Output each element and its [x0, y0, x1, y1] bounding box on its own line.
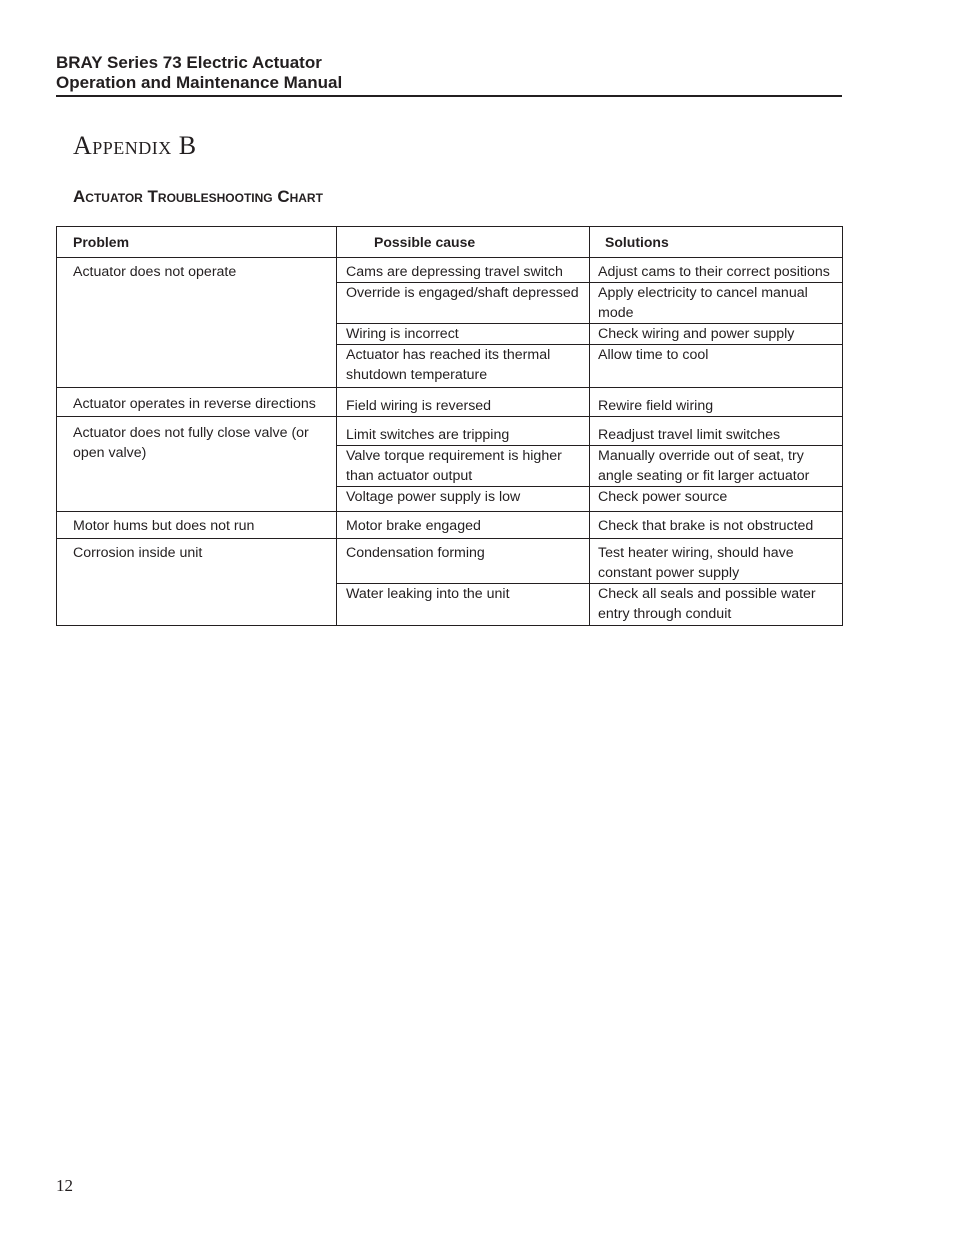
- document-header: [56, 53, 842, 93]
- solution-cell: Rewire field wiring: [590, 388, 843, 417]
- cause-cell: Wiring is incorrect: [337, 324, 590, 345]
- solution-cell: Test heater wiring, should have constant power supply: [590, 539, 843, 584]
- table-row: [57, 417, 843, 446]
- problem-cell: Actuator does not fully close valve (or open valve): [57, 417, 337, 512]
- table-row: [57, 388, 843, 417]
- cause-cell: Condensation forming: [337, 539, 590, 584]
- solution-cell: Check all seals and possible water entry through conduit: [590, 584, 843, 626]
- troubleshooting-table: [56, 226, 843, 626]
- solution-cell: Check that brake is not obstructed: [590, 512, 843, 539]
- table-header-row: [57, 227, 843, 258]
- header-title: BRAY Series 73 Electric Actuator: [56, 53, 322, 72]
- cause-cell: Field wiring is reversed: [337, 388, 590, 417]
- chart-title: Actuator Troubleshooting Chart: [73, 187, 323, 206]
- cause-cell: Valve torque requirement is higher than actuator output: [337, 446, 590, 487]
- problem-cell: Corrosion inside unit: [57, 539, 337, 626]
- table-row: [57, 512, 843, 539]
- column-header-cause: Possible cause: [337, 227, 590, 258]
- solution-cell: Readjust travel limit switches: [590, 417, 843, 446]
- solution-cell: Manually override out of seat, try angle seating or fit larger actuator: [590, 446, 843, 487]
- solution-cell: Check power source: [590, 487, 843, 512]
- problem-cell: Actuator does not operate: [57, 258, 337, 388]
- problem-cell: Motor hums but does not run: [57, 512, 337, 539]
- problem-cell: Actuator operates in reverse directions: [57, 388, 337, 417]
- table-row: [57, 258, 843, 283]
- cause-cell: Water leaking into the unit: [337, 584, 590, 626]
- cause-cell: Actuator has reached its thermal shutdown temperature: [337, 345, 590, 388]
- header-subtitle: Operation and Maintenance Manual: [56, 73, 343, 92]
- column-header-problem: Problem: [57, 227, 337, 258]
- cause-cell: Cams are depressing travel switch: [337, 258, 590, 283]
- solution-cell: Apply electricity to cancel manual mode: [590, 283, 843, 324]
- cause-cell: Override is engaged/shaft depressed: [337, 283, 590, 324]
- solution-cell: Allow time to cool: [590, 345, 843, 388]
- table-row: [57, 539, 843, 584]
- page-number: 12: [56, 1176, 73, 1195]
- solution-cell: Check wiring and power supply: [590, 324, 843, 345]
- appendix-title: Appendix B: [73, 131, 197, 160]
- cause-cell: Limit switches are tripping: [337, 417, 590, 446]
- solution-cell: Adjust cams to their correct positions: [590, 258, 843, 283]
- cause-cell: Voltage power supply is low: [337, 487, 590, 512]
- cause-cell: Motor brake engaged: [337, 512, 590, 539]
- column-header-solutions: Solutions: [590, 227, 843, 258]
- header-divider: [56, 95, 842, 97]
